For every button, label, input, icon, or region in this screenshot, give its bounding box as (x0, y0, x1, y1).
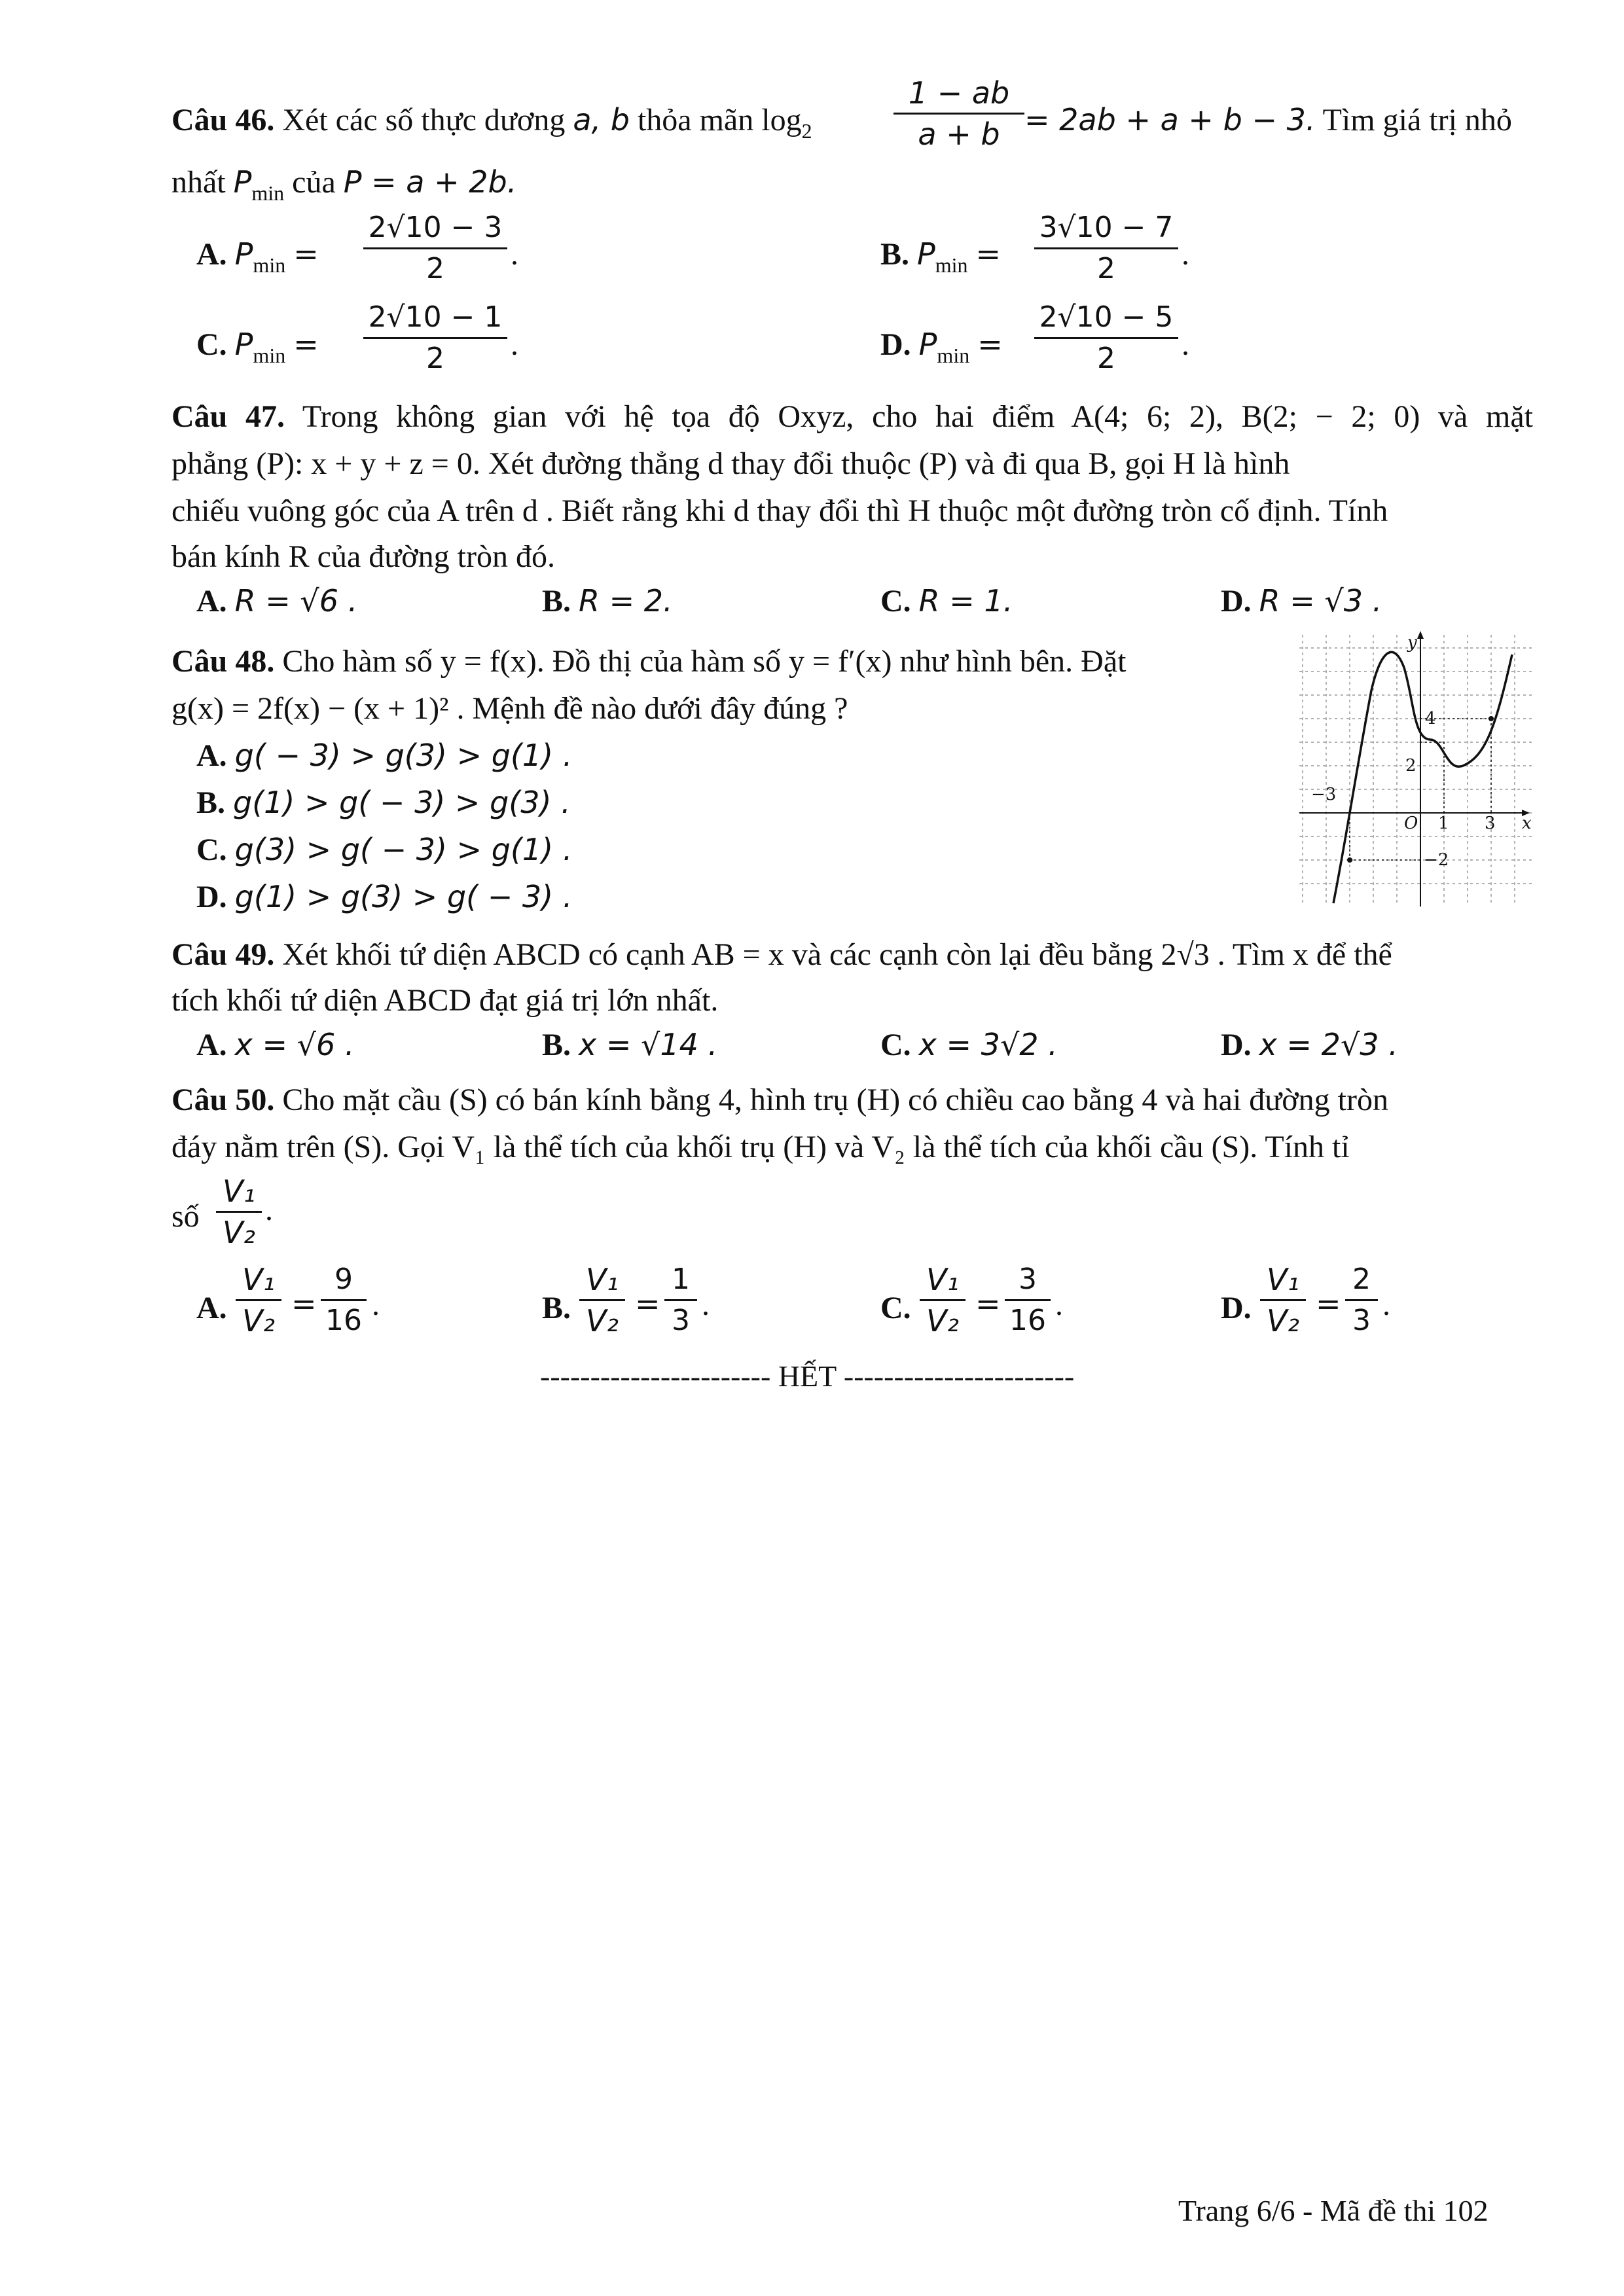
graph-tick-4: 4 (1425, 709, 1436, 728)
q49-option-c[interactable]: C. x = 3√2 . (880, 1027, 1058, 1062)
q47-line3: chiếu vuông góc của A trên d . Biết rằng khi d thay đổi thì H thuộc một đường tròn cố định. Tính (171, 493, 1388, 528)
q46-option-c[interactable]: C. $P_{min}$ = (196, 327, 319, 367)
q50-option-d-rhs: 2 3 (1345, 1260, 1378, 1340)
q49-line1: Câu 49. Xét khối tứ diện ABCD có cạnh AB = x và các cạnh còn lại đều bằng 2√3 . Tìm x để thể (171, 937, 1392, 972)
exam-page: Câu 46. Xét các số thực dương a, b thỏa mãn $\log_2$ 1 − ab a + b = 2ab + a + b − 3. Tìm giá trị nhỏ nhất $P_{min}$ của P = a + 2b. A. $P_{min}$ = 2√10 − 3 2 . B. $P_{min}$ = 3√10 − 7 2 . C. $P_{min}$ = 2√10 − 1 2 . D. $P_{min}$ = 2√10 − 5 2 . Câu 47. Trong không gian với hệ tọa độ Oxyz, cho hai điểm A(4; 6; 2), B(2; − 2; 0) và mặt phẳng (P): x + y + z = 0. Xét đường thẳng d thay đổi thuộc (P) và đi qua B, gọi H là hình chiếu vuông góc của A trên d . Biết rằng khi d thay đổi thì H thuộc một đường tròn cố định. Tính bán kính R của đường tròn đó. A. R = √6 . B. R = 2. C. R = 1. D. R = √3 . Câu 48. Cho hàm số y = f(x). Đồ thị của hàm số y = f′(x) như hình bên. Đặt g(x) = 2f(x) − (x + 1)² . Mệnh đề nào dưới đây đúng ? A. g( − 3) > g(3) > g(1) . B. g(1) > g( − 3) > g(3) . C. g(3) > g( − 3) > g(1) . D. g(1) > g(3) > g( − 3) . y x O 4 2 −3 1 3 −2 Câu 49. Xét khối tứ diện ABCD có cạnh AB = x và các cạnh còn lại đều bằng 2√3 . Tìm x để thể tích khối tứ diện ABCD đạt giá trị lớn nhất. A. x = √6 . B. x = √14 . C. x = 3√2 . D. x = 2√3 . Câu 50. Cho mặt cầu (S) có bán kính bằng 4, hình trụ (H) có chiều cao bằng 4 và hai đường tròn đáy nằm trên (S). Gọi V₁ là thể tích của khối trụ (H) và V₂ là thể tích của khối cầu (S). Tính tỉ số V₁ V₂ . A. V₁ V₂ = 9 16 . B. V₁ V₂ = 1 3 . C. V₁ V₂ = 3 16 . D. V₁ V₂ = 2 3 . ----------------------- HẾT ----------------------- Trang 6/6 - Mã đề thi 102 (0, 0, 1624, 2296)
q46-option-a-fraction: 2√10 − 3 2 (363, 208, 507, 289)
graph-tick-neg2: −2 (1424, 850, 1449, 870)
q48-line1: Câu 48. Cho hàm số y = f(x). Đồ thị của hàm số y = f′(x) như hình bên. Đặt (171, 644, 1127, 679)
q49-line2: tích khối tứ diện ABCD đạt giá trị lớn nhất. (171, 983, 719, 1018)
q47-line1: Câu 47. Trong không gian với hệ tọa độ Oxyz, cho hai điểm A(4; 6; 2), B(2; − 2; 0) và mặt (171, 399, 1534, 434)
q46-line1: Câu 46. Xét các số thực dương a, b thỏa mãn $\log_2$ (171, 102, 812, 143)
graph-y-label: y (1407, 633, 1417, 653)
q47-line4: bán kính R của đường tròn đó. (171, 539, 555, 574)
q47-option-b[interactable]: B. R = 2. (542, 583, 673, 619)
q46-option-b[interactable]: B. $P_{min}$ = (880, 236, 1001, 277)
graph-tick-neg3: −3 (1311, 785, 1337, 804)
q50-option-a-rhs: 9 16 (321, 1260, 367, 1340)
q50-option-b[interactable]: B. (542, 1291, 571, 1325)
q48-option-c[interactable]: C. g(3) > g( − 3) > g(1) . (196, 832, 573, 867)
q50-option-b-lhs: V₁ V₂ (579, 1260, 625, 1340)
page-footer: Trang 6/6 - Mã đề thi 102 (1178, 2194, 1489, 2227)
q48-derivative-graph (1299, 628, 1535, 910)
derivative-curve (1333, 652, 1512, 903)
q46-option-d[interactable]: D. $P_{min}$ = (880, 327, 1003, 367)
q50-line3: số (171, 1199, 200, 1234)
q48-option-b[interactable]: B. g(1) > g( − 3) > g(3) . (196, 785, 571, 820)
q47-line2: phẳng (P): x + y + z = 0. Xét đường thẳng d thay đổi thuộc (P) và đi qua B, gọi H là hình (171, 446, 1290, 481)
q46-option-a[interactable]: A. $P_{min}$ = (196, 236, 319, 277)
graph-tick-3: 3 (1485, 814, 1496, 833)
q50-option-a-lhs: V₁ V₂ (236, 1260, 281, 1340)
q48-option-d[interactable]: D. g(1) > g(3) > g( − 3) . (196, 879, 573, 914)
q49-option-d[interactable]: D. x = 2√3 . (1221, 1027, 1398, 1062)
q49-option-b[interactable]: B. x = √14 . (542, 1027, 718, 1062)
point-3 (1489, 716, 1494, 721)
q50-line1: Câu 50. Cho mặt cầu (S) có bán kính bằng 4, hình trụ (H) có chiều cao bằng 4 và hai đường tròn (171, 1083, 1388, 1117)
q46-rhs: = 2ab + a + b − 3. Tìm giá trị nhỏ (1024, 102, 1512, 137)
q47-option-c[interactable]: C. R = 1. (880, 583, 1013, 619)
q48-line2: g(x) = 2f(x) − (x + 1)² . Mệnh đề nào dưới đây đúng ? (171, 691, 848, 726)
q50-ratio-fraction: V₁ V₂ (216, 1172, 262, 1252)
q47-option-d[interactable]: D. R = √3 . (1221, 583, 1382, 619)
end-mark: ----------------------- HẾT ----------------------- (540, 1359, 1075, 1393)
graph-origin-label: O (1404, 814, 1418, 833)
graph-tick-1: 1 (1438, 814, 1449, 833)
q50-option-d-lhs: V₁ V₂ (1260, 1260, 1306, 1340)
q50-option-b-rhs: 1 3 (664, 1260, 697, 1340)
q46-log-fraction: 1 − ab a + b (893, 73, 1024, 154)
q46-option-b-fraction: 3√10 − 7 2 (1034, 208, 1178, 289)
y-axis-arrow (1417, 631, 1424, 639)
q48-option-a[interactable]: A. g( − 3) > g(3) > g(1) . (196, 738, 573, 773)
graph-tick-2: 2 (1405, 756, 1416, 776)
q50-option-c[interactable]: C. (880, 1291, 911, 1325)
q47-option-a[interactable]: A. R = √6 . (196, 583, 358, 619)
q46-option-c-fraction: 2√10 − 1 2 (363, 298, 507, 378)
q49-option-a[interactable]: A. x = √6 . (196, 1027, 355, 1062)
point-neg3 (1347, 857, 1352, 863)
q50-option-c-lhs: V₁ V₂ (920, 1260, 965, 1340)
q46-line2: nhất $P_{min}$ của P = a + 2b. (171, 164, 517, 205)
q50-option-a[interactable]: A. (196, 1291, 227, 1325)
q50-option-d[interactable]: D. (1221, 1291, 1252, 1325)
q50-line2: đáy nằm trên (S). Gọi V₁ là thể tích của khối trụ (H) và V₂ là thể tích của khối cầu (S). Tính tỉ (171, 1130, 1350, 1164)
q46-option-d-fraction: 2√10 − 5 2 (1034, 298, 1178, 378)
q50-option-c-rhs: 3 16 (1005, 1260, 1051, 1340)
graph-x-label: x (1522, 814, 1532, 833)
